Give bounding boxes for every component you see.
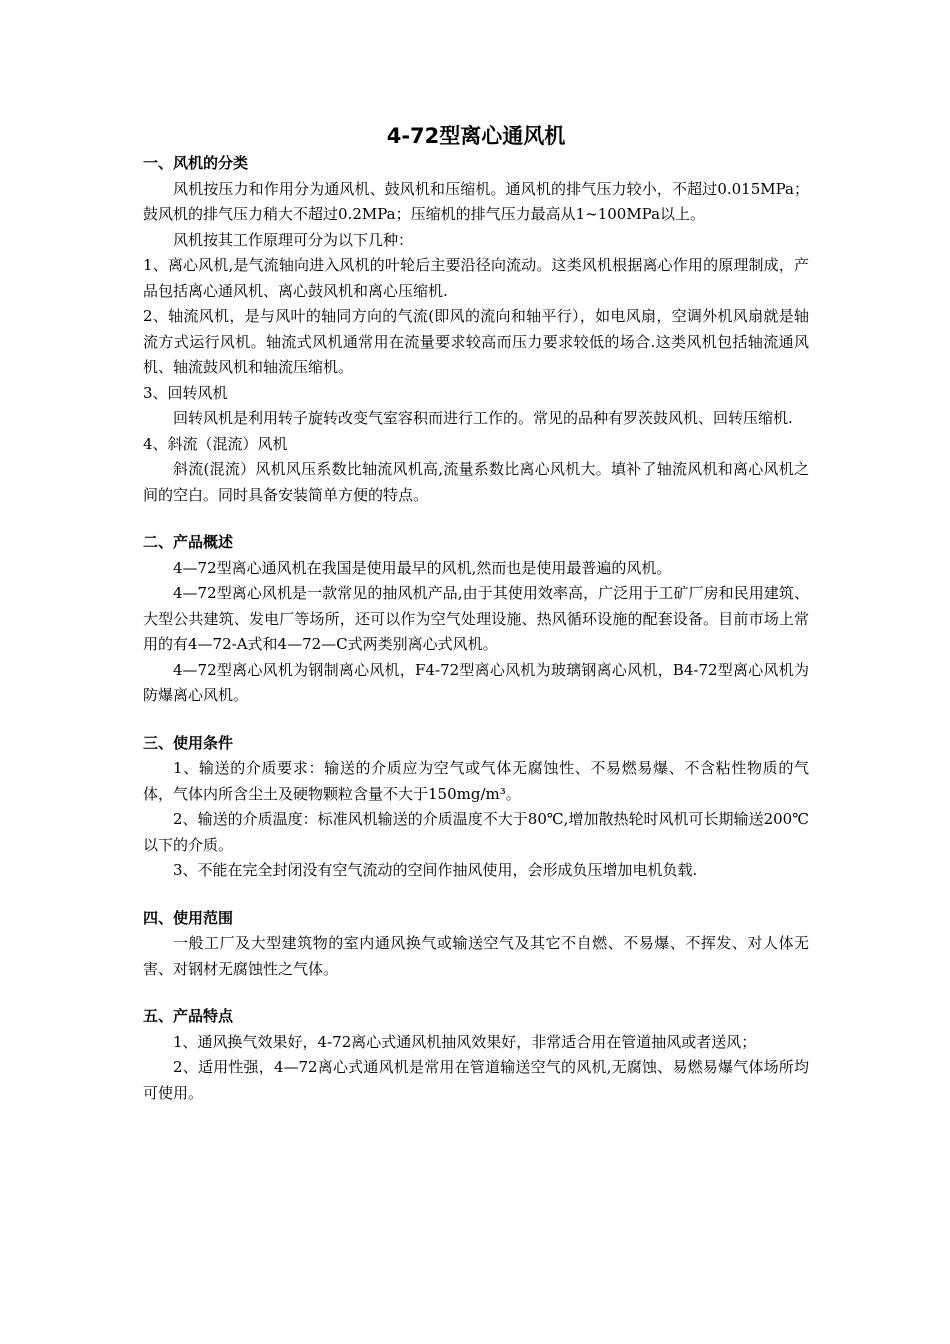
section-heading: 二、产品概述 xyxy=(143,533,234,551)
paragraph: 4—72型离心风机是一款常见的抽风机产品,由于其使用效率高，广泛用于工矿厂房和民用建筑、大型公共建筑、发电厂等场所，还可以作为空气处理设施、热风循环设施的配套设备。目前市场上常用的有4—72-A式和4—72—C式两类别离心式风机。 xyxy=(143,584,809,653)
section-spacer xyxy=(143,508,809,530)
paragraph: 1、通风换气效果好，4-72离心式通风机抽风效果好，非常适合用在管道抽风或者送风； xyxy=(173,1032,757,1051)
section-spacer xyxy=(143,982,809,1004)
paragraph: 风机按压力和作用分为通风机、鼓风机和压缩机。通风机的排气压力较小，不超过0.015MPa；鼓风机的排气压力稍大不超过0.2MPa；压缩机的排气压力最高从1~100MPa以上。 xyxy=(143,179,809,223)
paragraph: 斜流(混流）风机风压系数比轴流风机高,流量系数比离心风机大。填补了轴流风机和离心风机之间的空白。同时具备安装简单方便的特点。 xyxy=(143,460,809,504)
list-item: 4、斜流（混流）风机 xyxy=(143,434,288,453)
document-title: 4-72型离心通风机 xyxy=(386,124,566,148)
paragraph: 4—72型离心风机为钢制离心风机，F4-72型离心风机为玻璃钢离心风机，B4-72型离心风机为防爆离心风机。 xyxy=(143,660,809,704)
section-heading: 五、产品特点 xyxy=(143,1007,234,1025)
paragraph: 一般工厂及大型建筑物的室内通风换气或输送空气及其它不自燃、不易爆、不挥发、对人体无害、对钢材无腐蚀性之气体。 xyxy=(143,934,809,978)
paragraph: 4—72型离心通风机在我国是使用最早的风机,然而也是使用最普遍的风机。 xyxy=(173,558,672,577)
list-item: 3、回转风机 xyxy=(143,383,228,402)
paragraph: 风机按其工作原理可分为以下几种： xyxy=(173,230,414,249)
paragraph: 回转风机是利用转子旋转改变气室容积而进行工作的。常见的品种有罗茨鼓风机、回转压缩机. xyxy=(173,409,793,427)
paragraph: 2、适用性强，4—72离心式通风机是常用在管道输送空气的风机,无腐蚀、易燃易爆气体场所均可使用。 xyxy=(143,1058,809,1102)
list-item: 1、离心风机,是气流轴向进入风机的叶轮后主要沿径向流动。这类风机根据离心作用的原理制成，产品包括离心通风机、离心鼓风机和离心压缩机. xyxy=(143,256,809,300)
section-heading: 一、风机的分类 xyxy=(143,154,249,172)
section-fan-classification xyxy=(143,151,809,508)
list-item: 2、轴流风机，是与风叶的轴同方向的气流(即风的流向和轴平行），如电风扇，空调外机风扇就是轴流方式运行风机。轴流式风机通常用在流量要求较高而压力要求较低的场合.这类风机包括轴流通风机、轴流鼓风机和轴流压缩机。 xyxy=(143,307,809,376)
document-page xyxy=(143,121,809,1106)
paragraph: 2、输送的介质温度：标准风机输送的介质温度不大于80℃,增加散热轮时风机可长期输送200℃以下的介质。 xyxy=(143,810,809,854)
section-spacer xyxy=(143,884,809,906)
section-product-features xyxy=(143,1004,809,1106)
section-heading: 三、使用条件 xyxy=(143,733,234,752)
section-heading: 四、使用范围 xyxy=(143,908,234,927)
section-spacer xyxy=(143,709,809,731)
section-usage-scope xyxy=(143,906,809,983)
paragraph: 1、输送的介质要求：输送的介质应为空气或气体无腐蚀性、不易燃易爆、不含粘性物质的气体，气体内所含尘土及硬物颗粒含量不大于150mg/m³。 xyxy=(143,759,809,803)
section-product-overview xyxy=(143,530,809,709)
section-usage-conditions xyxy=(143,731,809,884)
paragraph: 3、不能在完全封闭没有空气流动的空间作抽风使用，会形成负压增加电机负载. xyxy=(173,861,698,879)
